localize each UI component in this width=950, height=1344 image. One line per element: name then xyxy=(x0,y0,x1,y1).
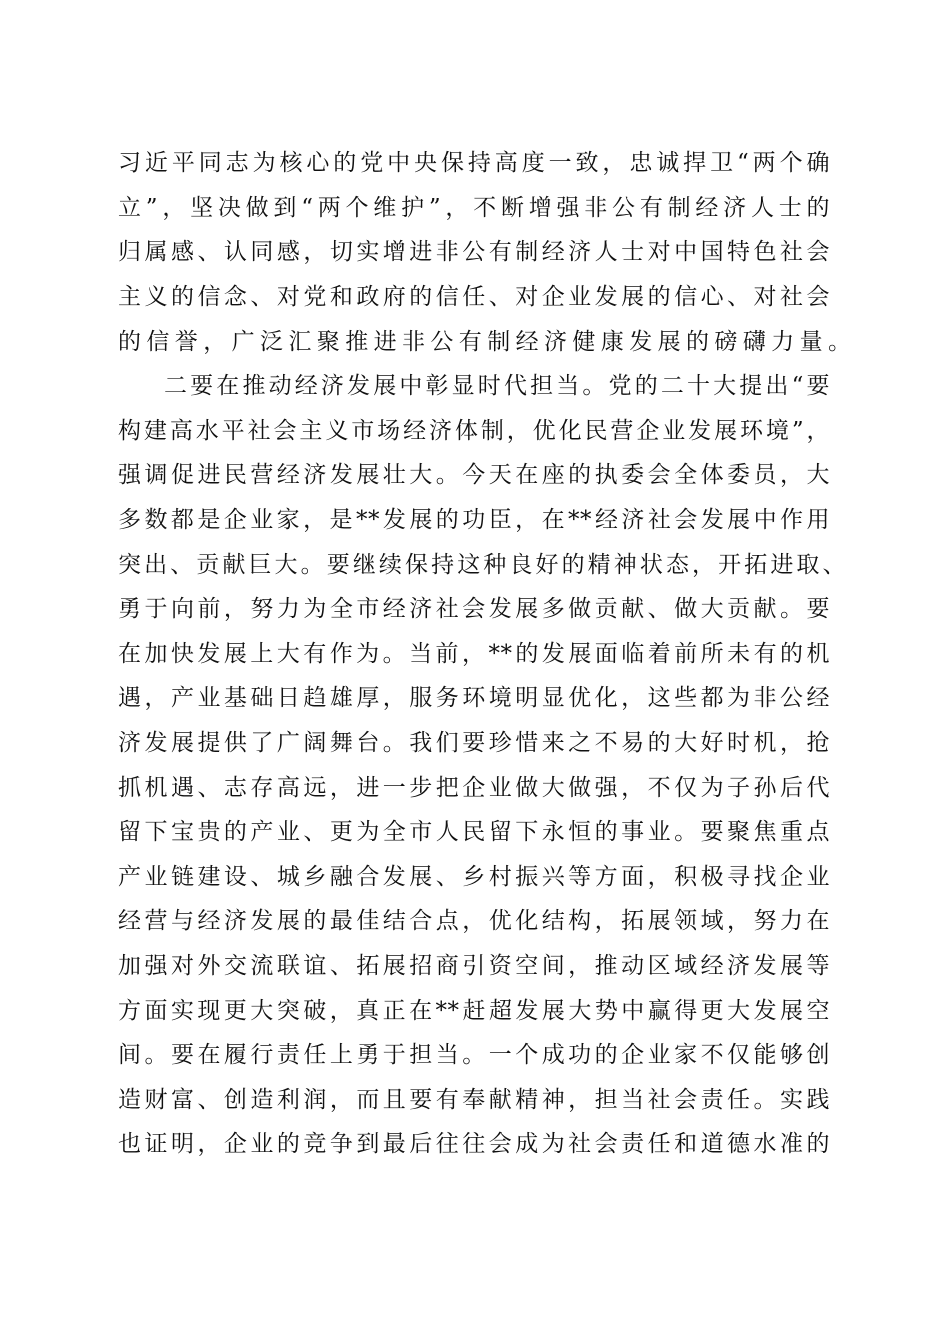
text-line: 造财富、创造利润，而且要有奉献精神，担当社会责任。实践 xyxy=(118,1087,830,1113)
paragraph-first-line: 二要在推动经济发展中彰显时代担当。党的二十大提出“要 xyxy=(164,373,830,399)
text-line: 习近平同志为核心的党中央保持高度一致，忠诚捍卫“两个确 xyxy=(118,150,830,176)
text-line: 产业链建设、城乡融合发展、乡村振兴等方面，积极寻找企业 xyxy=(118,864,830,890)
text-line: 立”，坚决做到“两个维护”，不断增强非公有制经济人士的 xyxy=(118,195,830,221)
text-line: 方面实现更大突破，真正在**赶超发展大势中赢得更大发展空 xyxy=(118,998,830,1024)
text-line: 遇，产业基础日趋雄厚，服务环境明显优化，这些都为非公经 xyxy=(118,685,830,711)
text-line: 构建高水平社会主义市场经济体制，优化民营企业发展环境”， xyxy=(118,418,830,444)
text-line: 经营与经济发展的最佳结合点，优化结构，拓展领域，努力在 xyxy=(118,908,830,934)
text-line: 间。要在履行责任上勇于担当。一个成功的企业家不仅能够创 xyxy=(118,1042,830,1068)
text-line: 抓机遇、志存高远，进一步把企业做大做强，不仅为子孙后代 xyxy=(118,775,830,801)
text-line: 归属感、认同感，切实增进非公有制经济人士对中国特色社会 xyxy=(118,239,830,265)
text-line: 主义的信念、对党和政府的信任、对企业发展的信心、对社会 xyxy=(118,284,830,310)
text-line: 多数都是企业家，是**发展的功臣，在**经济社会发展中作用 xyxy=(118,507,830,533)
text-line: 在加快发展上大有作为。当前，**的发展面临着前所未有的机 xyxy=(118,641,830,667)
text-line: 留下宝贵的产业、更为全市人民留下永恒的事业。要聚焦重点 xyxy=(118,819,830,845)
text-line: 突出、贡献巨大。要继续保持这种良好的精神状态，开拓进取、 xyxy=(118,552,846,578)
text-line: 勇于向前，努力为全市经济社会发展多做贡献、做大贡献。要 xyxy=(118,596,830,622)
text-line: 也证明，企业的竞争到最后往往会成为社会责任和道德水准的 xyxy=(118,1131,830,1157)
text-line: 的信誉，广泛汇聚推进非公有制经济健康发展的磅礴力量。 xyxy=(118,329,857,355)
text-line: 加强对外交流联谊、拓展招商引资空间，推动区域经济发展等 xyxy=(118,953,830,979)
text-line: 济发展提供了广阔舞台。我们要珍惜来之不易的大好时机，抢 xyxy=(118,730,830,756)
text-line: 强调促进民营经济发展壮大。今天在座的执委会全体委员，大 xyxy=(118,462,830,488)
